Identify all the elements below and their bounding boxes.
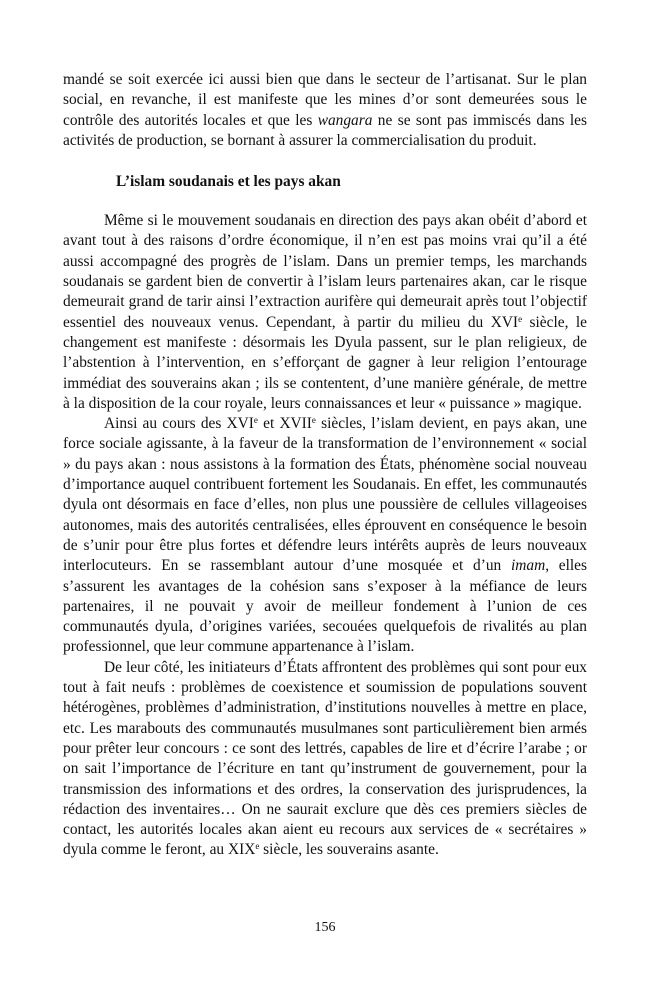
italic-term: wangara <box>317 111 373 129</box>
paragraph-1 <box>63 211 587 414</box>
paragraph-3 <box>63 658 587 861</box>
superscript: e <box>253 415 258 426</box>
text-column <box>63 70 587 861</box>
text-run: siècle, les souverains asante. <box>259 841 439 859</box>
section-heading: L’islam soudanais et les pays akan <box>116 173 341 191</box>
superscript: e <box>518 313 523 324</box>
text-run: et XVII <box>257 415 312 433</box>
italic-term: imam <box>510 557 546 575</box>
text-run: siècles, l’islam devient, en pays akan, une force sociale agissante, à la faveur de la transformation de l’environnement « social » du pays akan : nous assistons à la formation des États, phénomène social nouveau d’importance auquel contribuent fortement les Soudanais. En effet, les communautés dyula ont désormais en face d’elles, non plus une poussière de cellules villageoises autonomes, mais des autorités centralisées, elles éprouvent en conséquence le besoin de s’unir pour être plus fortes et défendre leurs intérêts auprès de leurs nouveaux interlocuteurs. En se rassemblant autour d’une mosquée et d’un <box>63 415 587 575</box>
text-run: De leur côté, les initiateurs d’États affrontent des problèmes qui sont pour eux tout à fait neufs : problèmes de coexistence et soumission de populations souvent hétérogènes, problèmes d’administration, d’institutions nouvelles à mettre en place, etc. Les marabouts des communautés musulmanes sont particulièrement bien armés pour prêter leur concours : ce sont des lettrés, capables de lire et d’écrire l’arabe ; or on sait l’importance de l’écriture en tant qu’instrument de gouvernement, pour la transmission des informations et des ordres, la conservation des jurisprudences, la rédaction des inventaires… On ne saurait exclure que dès ces premiers siècles de contact, les autorités locales akan aient eu recours aux services de « secrétaires » dyula comme le feront, au XIX <box>63 658 587 859</box>
paragraph-2 <box>63 414 587 658</box>
text-run: mandé se soit exercée ici aussi bien que dans le secteur de l’artisanat. Sur le plan social, en revanche, il est manifeste que les mines d’or sont demeurées sous le contrôle des autorités locales et que les <box>63 71 587 129</box>
paragraph-intro <box>63 70 587 151</box>
page-number: 156 <box>314 920 336 935</box>
superscript: e <box>311 415 316 426</box>
superscript: e <box>255 841 260 852</box>
text-run: siècle, le changement est manifeste : désormais les Dyula passent, sur le plan religieux, de l’abstention à l’intervention, en s’efforçant de gagner à leur religion l’entourage immédiat des souverains akan ; ils se contentent, d’une manière générale, de mettre à la disposition de la cour royale, leurs connaissances et leur « puissance » magique. <box>63 313 587 412</box>
text-run: ne se sont pas immiscés dans les activités de production, se bornant à assurer la commercialisation du produit. <box>63 111 587 149</box>
text-run: , elles s’assurent les avantages de la cohésion sans s’exposer à la méfiance de leurs partenaires, il ne pouvait y avoir de meilleur fondement à l’union de ces communautés dyula, d’origines variées, secouées quelquefois de rivalités au plan professionnel, que leur commune appartenance à l’islam. <box>63 557 587 656</box>
text-run: Même si le mouvement soudanais en direction des pays akan obéit d’abord et avant tout à des raisons d’ordre économique, il n’en est pas moins vrai qu’il a été aussi accompagné des progrès de l’islam. Dans un premier temps, les marchands soudanais se gardent bien de convertir à l’islam leurs partenaires akan, car le risque demeurait grand de tarir ainsi l’extraction aurifère qui demeurait après tout l’objectif essentiel des nouveaux venus. Cependant, à partir du milieu du XVI <box>63 212 587 331</box>
text-run: Ainsi au cours des XVI <box>104 415 254 433</box>
